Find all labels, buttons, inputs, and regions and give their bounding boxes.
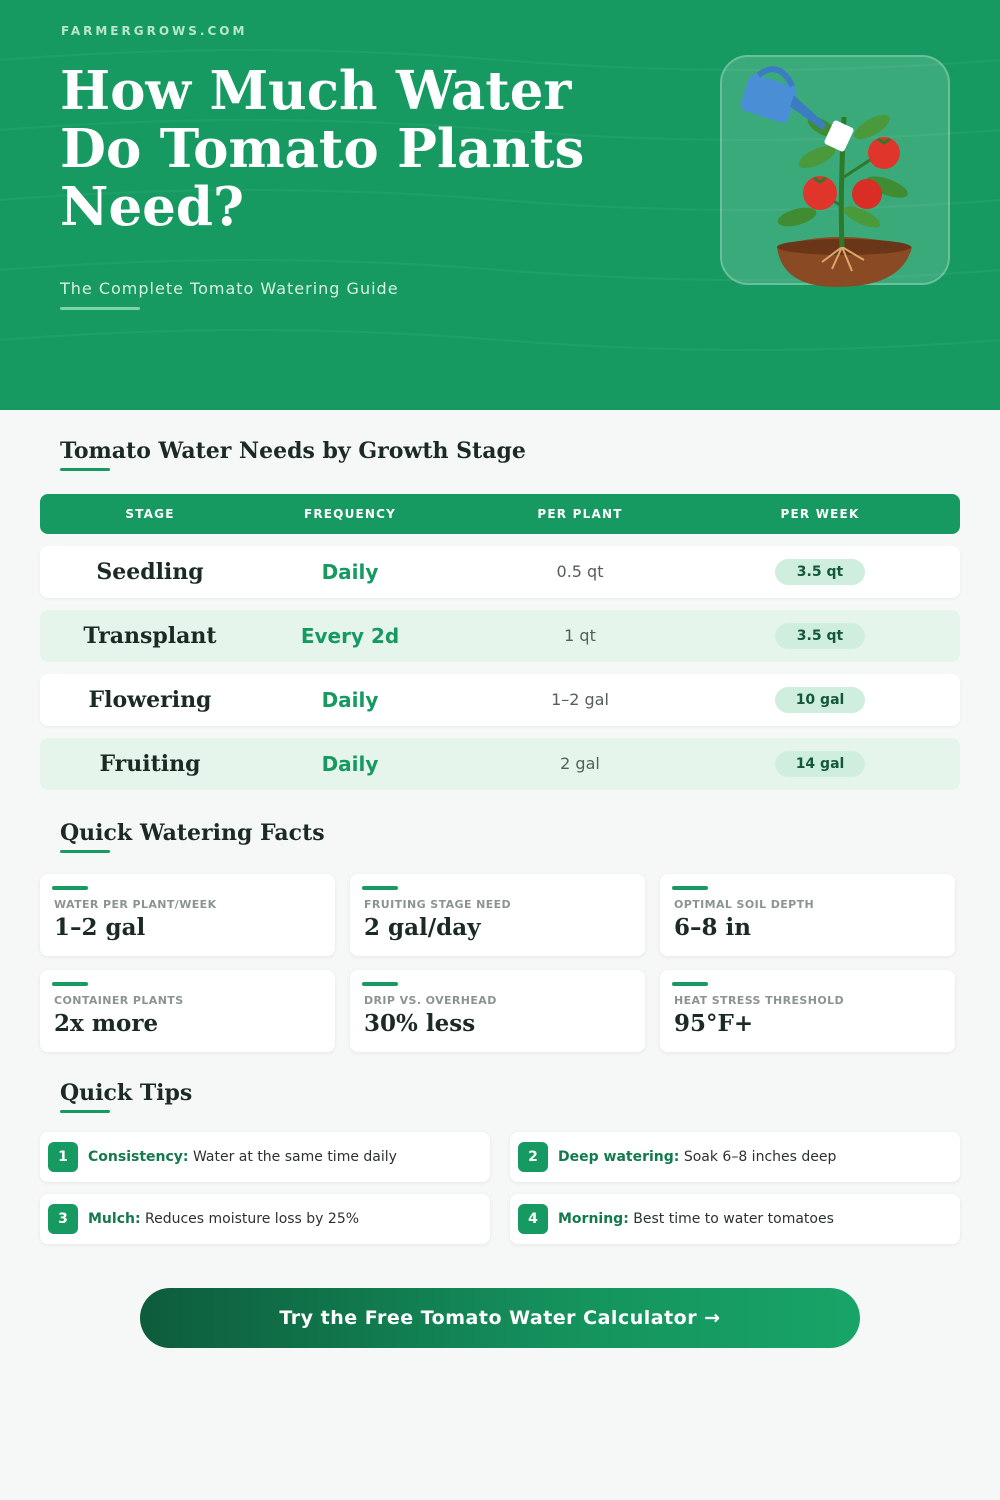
frequency-cell: Daily (321, 560, 379, 584)
table-row (40, 674, 960, 726)
fact-value: 2 gal/day (364, 914, 481, 941)
page-title: How Much Water Do Tomato Plants Need? (60, 60, 585, 238)
fact-accent-bar (362, 982, 398, 986)
fact-accent-bar (672, 982, 708, 986)
per-week-badge: 10 gal (775, 687, 865, 713)
illustration-card (720, 55, 950, 285)
fact-accent-bar (52, 982, 88, 986)
per-week-badge: 3.5 qt (775, 559, 865, 585)
tip-number-badge: 3 (48, 1204, 78, 1234)
tip-text (558, 1194, 834, 1244)
tip-number-badge: 2 (518, 1142, 548, 1172)
tip-number-badge: 4 (518, 1204, 548, 1234)
per-plant-cell: 1 qt (564, 626, 596, 645)
tip-card (510, 1132, 960, 1182)
stage-cell: Fruiting (99, 751, 201, 777)
per-plant-cell: 0.5 qt (556, 562, 604, 581)
tip-description: Reduces moisture loss by 25% (140, 1211, 360, 1227)
site-name[interactable]: FARMERGROWS.COM (61, 24, 248, 38)
tip-keyword: Morning: (558, 1211, 629, 1227)
table-header (40, 494, 960, 534)
facts-section-title: Quick Watering Facts (60, 820, 325, 846)
fact-card (40, 970, 335, 1052)
hero-header (0, 0, 1000, 410)
table-row (40, 738, 960, 790)
fact-accent-bar (52, 886, 88, 890)
tip-card (40, 1132, 490, 1182)
calculator-cta-button[interactable]: Try the Free Tomato Water Calculator → (140, 1288, 860, 1348)
per-week-badge: 3.5 qt (775, 623, 865, 649)
tip-number-badge: 1 (48, 1142, 78, 1172)
fact-card (40, 874, 335, 956)
fact-value: 1–2 gal (54, 914, 146, 941)
fact-card (660, 970, 955, 1052)
fact-card (350, 970, 645, 1052)
fact-value: 30% less (364, 1010, 476, 1037)
column-header-per-week: PER WEEK (780, 507, 860, 521)
stage-cell: Seedling (96, 559, 204, 585)
fact-label: CONTAINER PLANTS (54, 994, 184, 1007)
per-week-badge: 14 gal (775, 751, 865, 777)
page-subtitle: The Complete Tomato Watering Guide (60, 279, 399, 298)
tip-text (88, 1194, 359, 1244)
stage-cell: Flowering (88, 687, 212, 713)
tip-keyword: Deep watering: (558, 1149, 680, 1165)
per-plant-cell: 2 gal (560, 754, 600, 773)
tip-description: Best time to water tomatoes (628, 1211, 834, 1227)
column-header-per-plant: PER PLANT (537, 507, 623, 521)
subtitle-underline (60, 307, 140, 310)
table-row (40, 546, 960, 598)
fact-label: DRIP VS. OVERHEAD (364, 994, 497, 1007)
frequency-cell: Every 2d (300, 624, 400, 648)
fact-label: OPTIMAL SOIL DEPTH (674, 898, 815, 911)
fact-card (660, 874, 955, 956)
tip-keyword: Mulch: (88, 1211, 141, 1227)
table-row (40, 610, 960, 662)
tip-text (88, 1132, 397, 1182)
tip-description: Soak 6–8 inches deep (679, 1149, 837, 1165)
facts-title-underline (60, 850, 110, 853)
fact-card (350, 874, 645, 956)
fact-accent-bar (672, 886, 708, 890)
tip-description: Water at the same time daily (188, 1149, 397, 1165)
fact-value: 95°F+ (674, 1010, 754, 1037)
tips-section-title: Quick Tips (60, 1080, 193, 1106)
tip-keyword: Consistency: (88, 1149, 189, 1165)
tip-text (558, 1132, 836, 1182)
stage-cell: Transplant (83, 623, 217, 649)
watering-can-tomato-plant-icon (722, 57, 952, 287)
frequency-cell: Daily (321, 752, 379, 776)
table-section-title: Tomato Water Needs by Growth Stage (60, 438, 526, 464)
fact-label: WATER PER PLANT/WEEK (54, 898, 217, 911)
column-header-stage: STAGE (125, 507, 175, 521)
fact-label: FRUITING STAGE NEED (364, 898, 512, 911)
per-plant-cell: 1–2 gal (551, 690, 609, 709)
tip-card (510, 1194, 960, 1244)
fact-value: 6–8 in (674, 914, 751, 941)
table-title-underline (60, 468, 110, 471)
tips-title-underline (60, 1110, 110, 1113)
fact-label: HEAT STRESS THRESHOLD (674, 994, 845, 1007)
column-header-frequency: FREQUENCY (303, 507, 397, 521)
fact-accent-bar (362, 886, 398, 890)
tip-card (40, 1194, 490, 1244)
fact-value: 2x more (54, 1010, 159, 1037)
frequency-cell: Daily (321, 688, 379, 712)
